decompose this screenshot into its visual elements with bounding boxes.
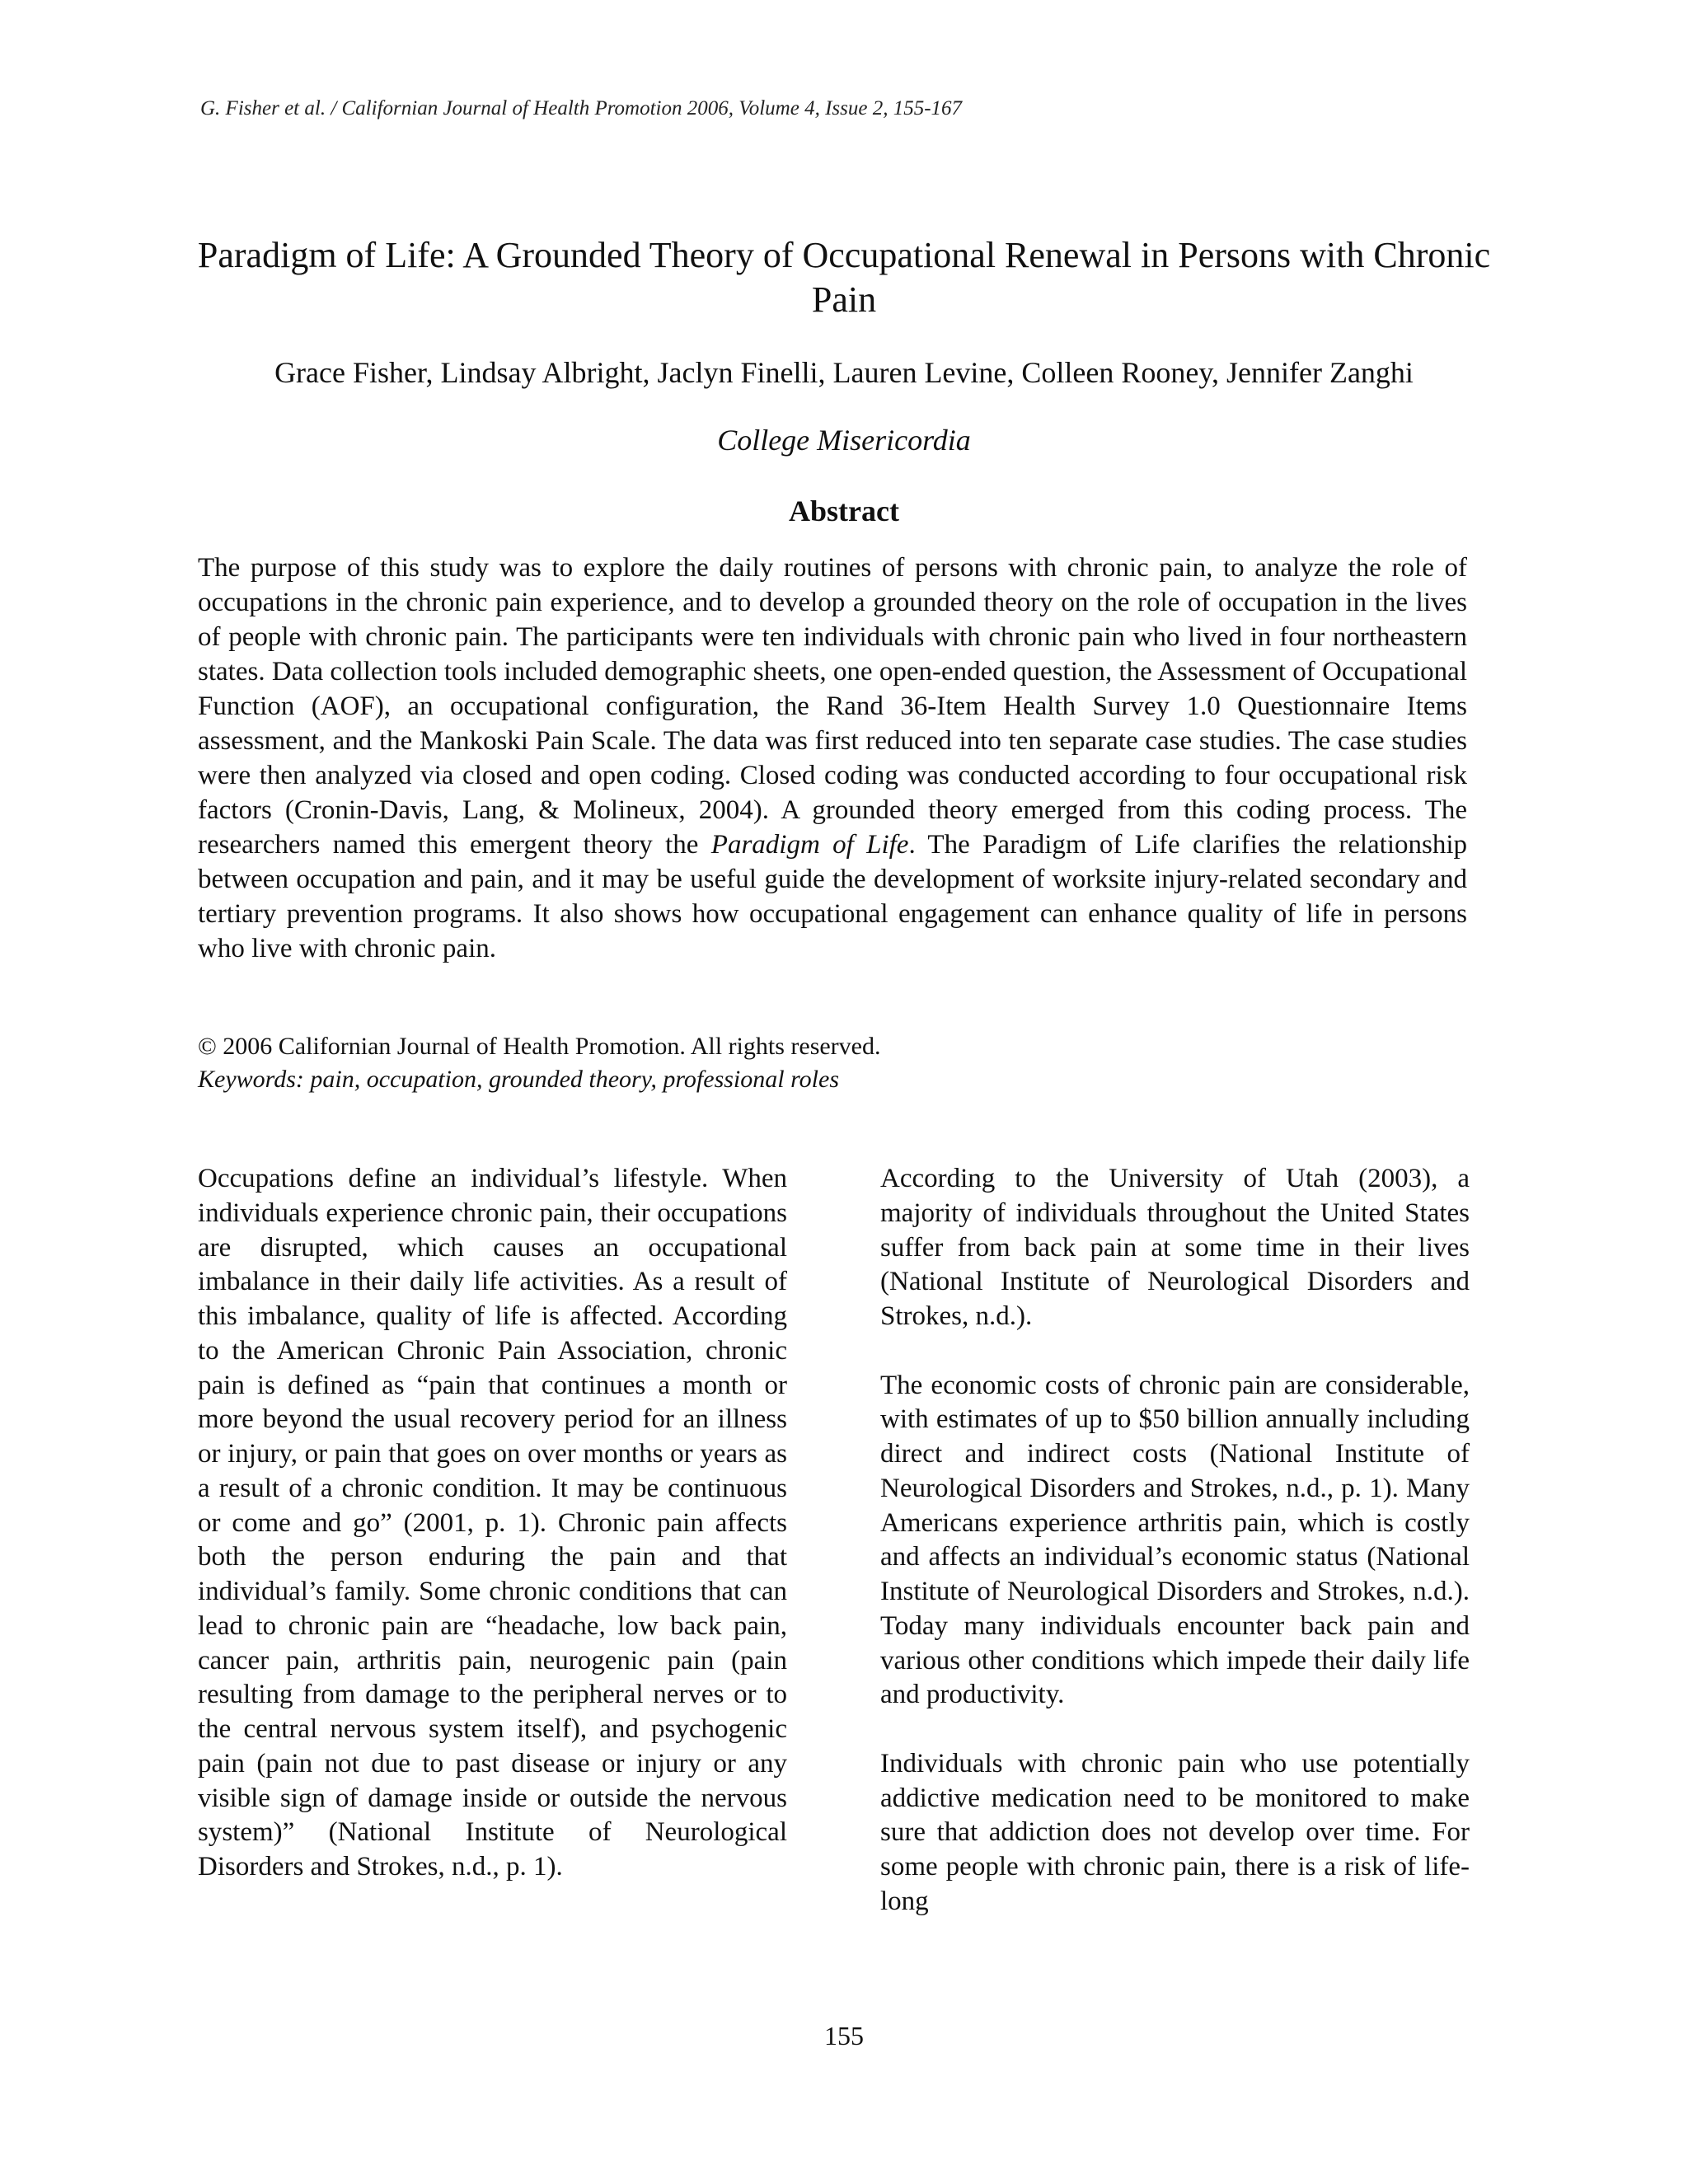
abstract-text-part-1: The purpose of this study was to explore the daily routines of persons with chronic pain, to analyze the role of occupations in the chronic pain experience, and to develop a grounded theory on the role of occupation in the lives of people with chronic pain. The participants were ten individuals with chronic pain who lived in four northeastern states. Data collection tools included demographic sheets, one open-ended question, the Assessment of Occupational Function (AOF), an occupational configuration, the Rand 36-Item Health Survey 1.0 Questionnaire Items assessment, and the Mankoski Pain Scale. The data was first reduced into ten separate case studies. The case studies were then analyzed via closed and open coding. Closed coding was conducted according to four occupational risk factors (Cronin-Davis, Lang, & Molineux, 2004). A grounded theory emerged from this coding process. The researchers named this emergent theory the (198, 553, 1467, 860)
keywords: Keywords: pain, occupation, grounded theory, professional roles (198, 1066, 839, 1093)
body-column-left (198, 1162, 787, 1919)
body-paragraph: Occupations define an individual’s lifestyle. When individuals experience chronic pain, their occupations are disrupted, which causes an occupational imbalance in their daily life activities. As a result of this imbalance, quality of life is affected. According to the American Chronic Pain Association, chronic pain is defined as “pain that continues a month or more beyond the usual recovery period for an illness or injury, or pain that goes on over months or years as a result of a chronic condition. It may be continuous or come and go” (2001, p. 1). Chronic pain affects both the person enduring the pain and that individual’s family. Some chronic conditions that can lead to chronic pain are “headache, low back pain, cancer pain, arthritis pain, neurogenic pain (pain resulting from damage to the peripheral nerves or to the central nervous system itself), and psychogenic pain (pain not due to past disease or injury or any visible sign of damage inside or outside the nervous system)” (National Institute of Neurological Disorders and Strokes, n.d., p. 1). (198, 1164, 787, 1882)
page-number: 155 (824, 2021, 864, 2050)
abstract-heading: Abstract (789, 494, 899, 527)
body-paragraph: According to the University of Utah (2003), a majority of individuals throughout the United States suffer from back pain at some time in their lives (National Institute of Neurological Disorders and Strokes, n.d.). (880, 1164, 1470, 1331)
body-paragraph: Individuals with chronic pain who use potentially addictive medication need to be monitored to make sure that addiction does not develop over time. For some people with chronic pain, there is a risk of life-long (880, 1748, 1470, 1916)
abstract-text-part-2: . The Paradigm of Life clarifies the relationship between occupation and pain, and it may be useful guide the development of worksite injury-related secondary and tertiary prevention programs. It also shows how occupational engagement can enhance quality of life in persons who live with chronic pain. (198, 830, 1468, 963)
author-list: Grace Fisher, Lindsay Albright, Jaclyn Finelli, Lauren Levine, Colleen Rooney, Jennifer Zanghi (274, 356, 1414, 389)
paper-title: Paradigm of Life: A Grounded Theory of Occupational Renewal in Persons with Chronic Pain (197, 235, 1491, 320)
abstract-body (198, 551, 1467, 966)
running-header: G. Fisher et al. / Californian Journal of Health Promotion 2006, Volume 4, Issue 2, 155-167 (200, 97, 963, 120)
body-paragraph: The economic costs of chronic pain are considerable, with estimates of up to $50 billion annually including direct and indirect costs (National Institute of Neurological Disorders and Strokes, n.d., p. 1). Many Americans experience arthritis pain, which is costly and affects an individual’s economic status (National Institute of Neurological Disorders and Strokes, n.d.). Today many individuals encounter back pain and various other conditions which impede their daily life and productivity. (880, 1370, 1470, 1710)
abstract-italic-term: Paradigm of Life (710, 830, 909, 860)
affiliation: College Misericordia (717, 424, 971, 457)
body-column-right (880, 1162, 1470, 1953)
copyright-notice: © 2006 Californian Journal of Health Promotion. All rights reserved. (198, 1033, 881, 1060)
